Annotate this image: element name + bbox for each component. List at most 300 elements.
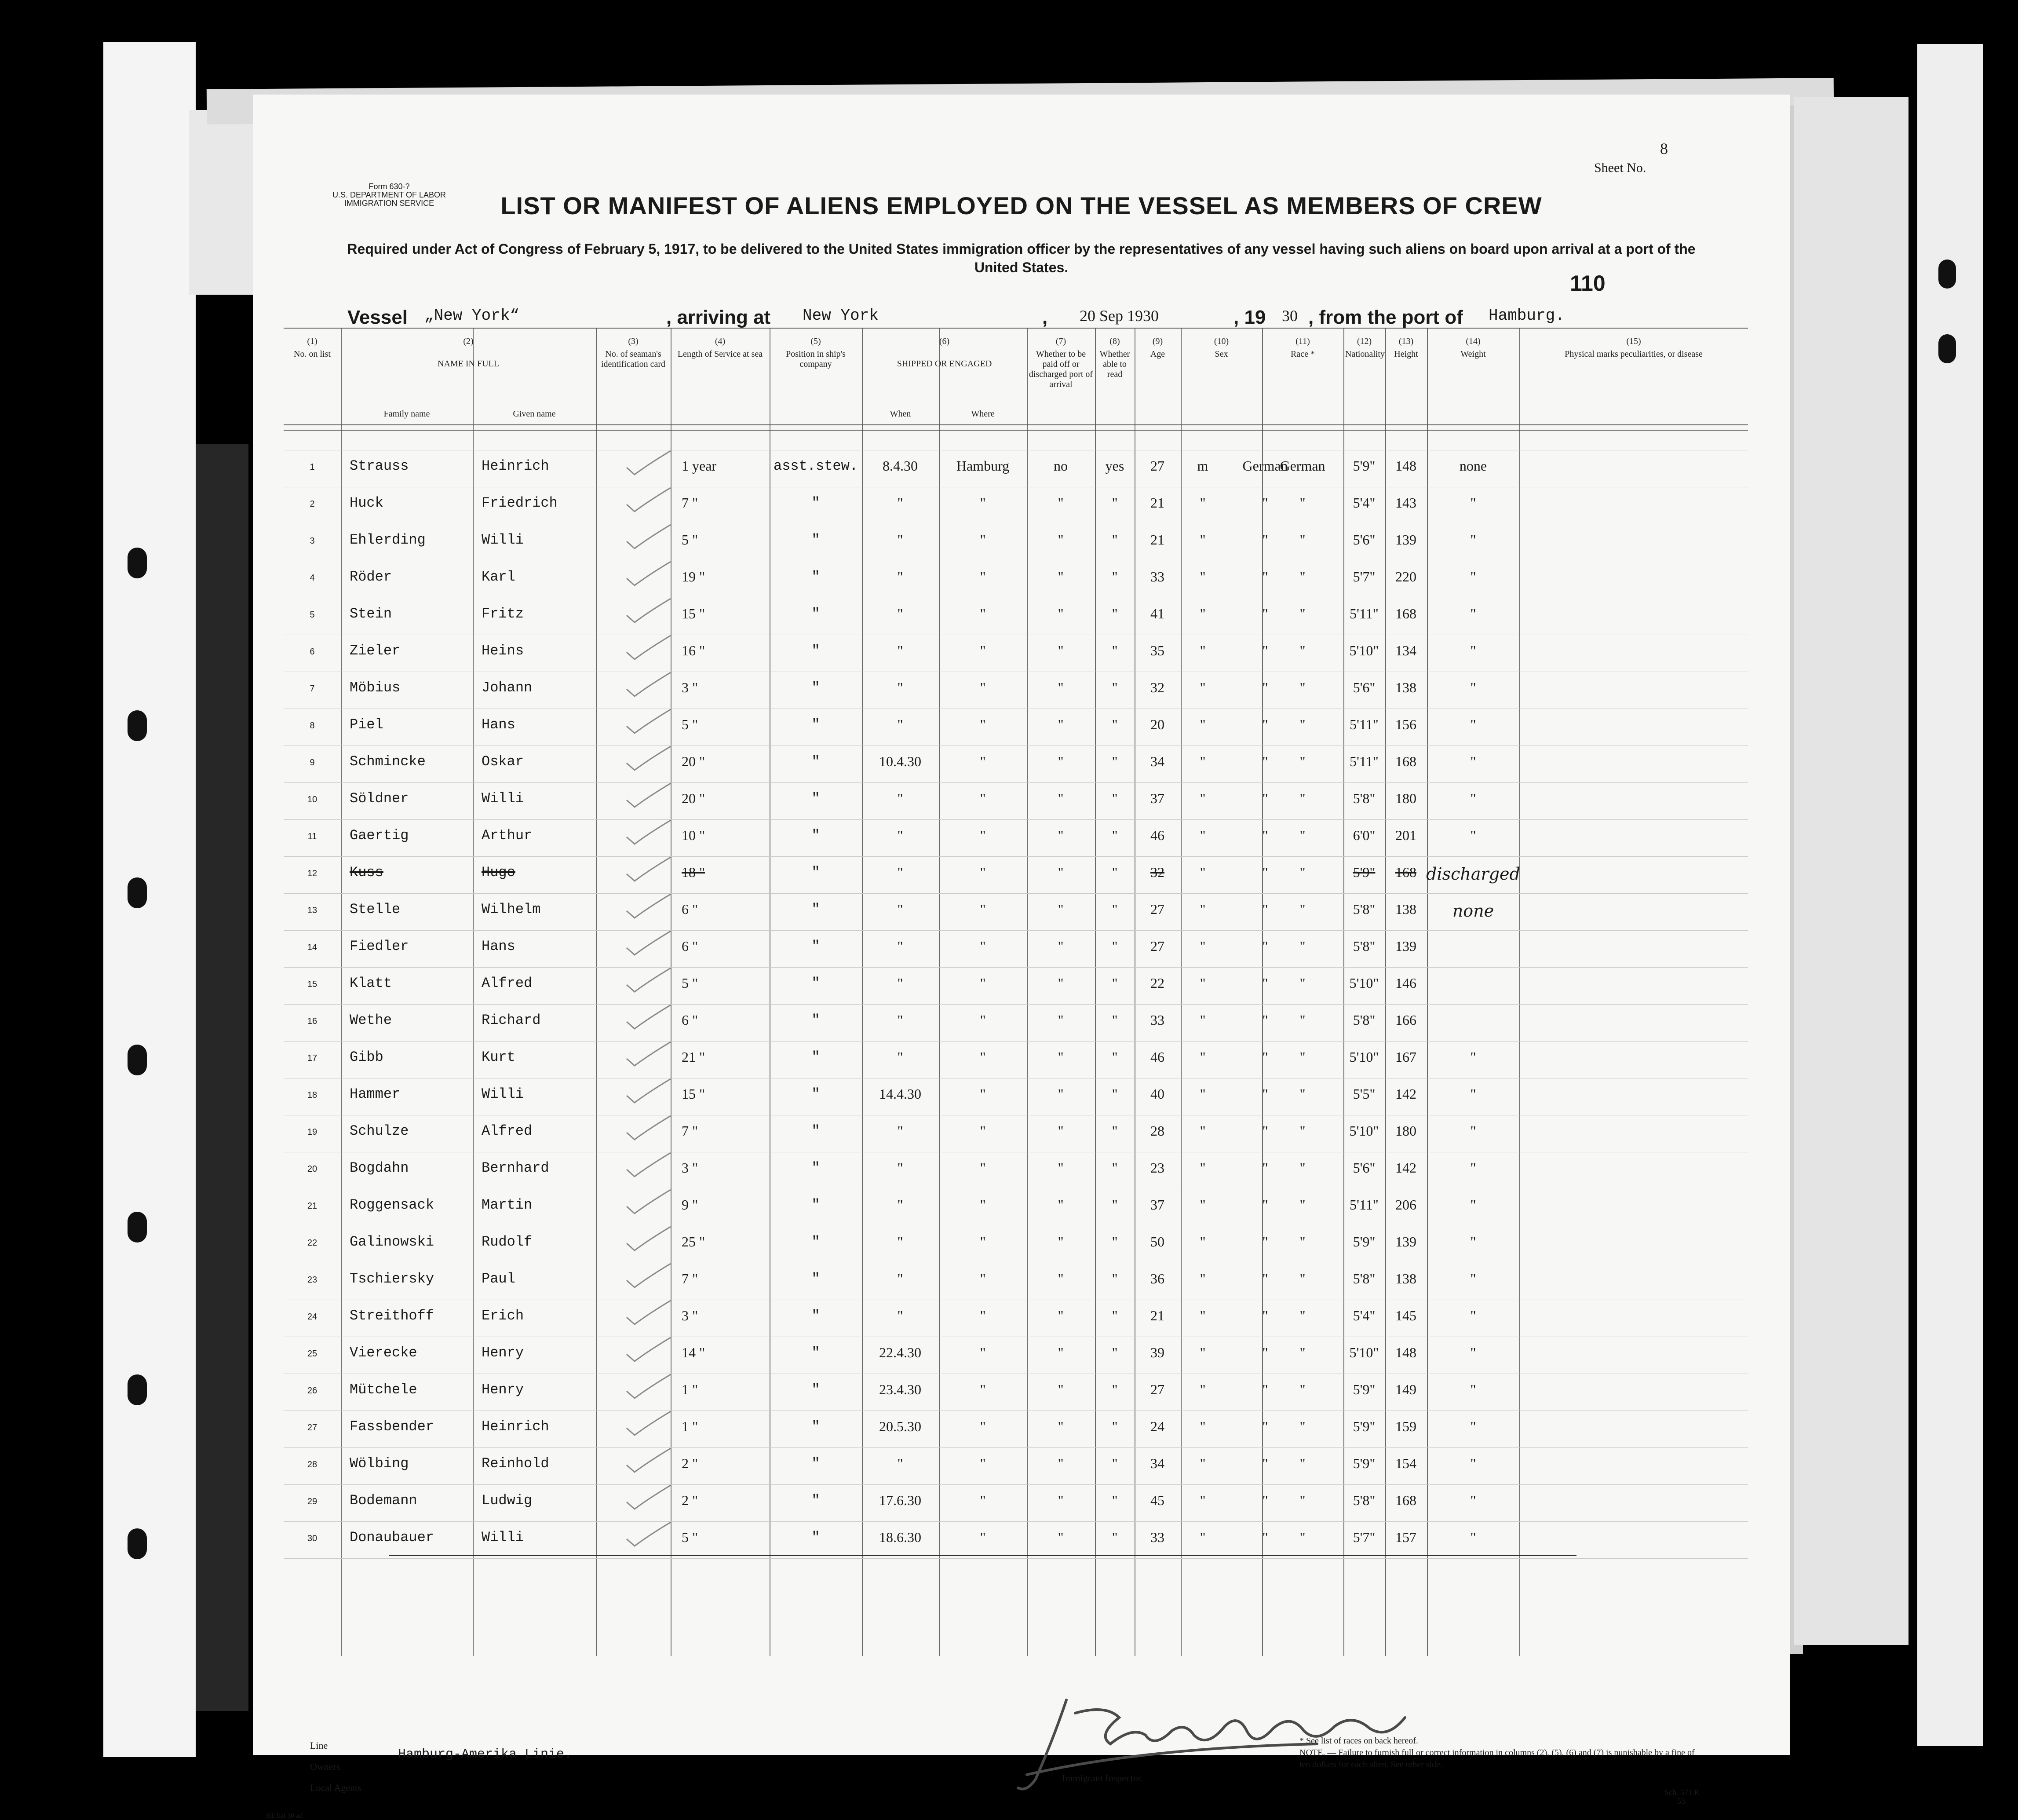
cell-given: Willi — [482, 1086, 524, 1102]
cell-sex: " — [1200, 1234, 1206, 1250]
cell-nationality: " — [1299, 790, 1306, 806]
cell-race: " — [1262, 1197, 1268, 1213]
cell-when: " — [897, 975, 903, 991]
cell-service: 15 " — [682, 1086, 705, 1102]
cell-paid: " — [1058, 1086, 1064, 1102]
cell-height: 5'8" — [1353, 901, 1376, 917]
cell-given: Henry — [482, 1381, 524, 1398]
cell-age: 33 — [1150, 1012, 1164, 1028]
cell-family: Roggensack — [350, 1197, 434, 1213]
cell-nationality: " — [1299, 643, 1306, 658]
cell-height: 5'5" — [1353, 1086, 1376, 1102]
column-number: (5) — [810, 336, 821, 346]
cell-family: Ehlerding — [350, 532, 426, 548]
cell-paid: " — [1058, 1381, 1064, 1397]
column-header-2 — [343, 336, 594, 369]
cell-weight: 206 — [1395, 1197, 1416, 1213]
cell-height: 5'8" — [1353, 1012, 1376, 1028]
check-mark — [622, 640, 675, 662]
form-department: U.S. DEPARTMENT OF LABOR — [332, 190, 446, 199]
cell-service: 5 " — [682, 1529, 698, 1545]
cell-height: 5'9" — [1353, 1418, 1376, 1434]
cell-where: " — [980, 716, 986, 732]
cell-nationality: " — [1299, 1123, 1306, 1139]
cell-weight: 145 — [1395, 1308, 1416, 1323]
cell-given: Paul — [482, 1271, 515, 1287]
cell-age: 27 — [1150, 1381, 1164, 1397]
cell-when: " — [897, 1160, 903, 1176]
cell-position: " — [811, 938, 820, 954]
cell-where: " — [980, 938, 986, 954]
sheet-no-label: Sheet No. — [1594, 161, 1646, 175]
column-subheader: Family name — [383, 409, 430, 419]
cell-weight: 180 — [1395, 1123, 1416, 1139]
cell-when: " — [897, 1455, 903, 1471]
cell-age: 39 — [1150, 1345, 1164, 1360]
check-mark — [622, 714, 675, 736]
vessel-name: „New York“ — [424, 307, 520, 325]
cell-no: 28 — [307, 1460, 317, 1469]
cell-read: " — [1112, 1123, 1118, 1139]
cell-position: " — [811, 1086, 820, 1102]
cell-paid: " — [1058, 827, 1064, 843]
right-binding-strip — [1917, 44, 1983, 1746]
cell-weight: 168 — [1395, 864, 1416, 880]
header-rule — [284, 430, 1748, 431]
cell-paid: " — [1058, 864, 1064, 880]
column-header-4 — [672, 336, 768, 359]
cell-marks: " — [1470, 790, 1476, 806]
cell-given: Willi — [482, 532, 524, 548]
cell-no: 24 — [307, 1312, 317, 1322]
column-rule — [1027, 328, 1028, 1656]
cell-race: " — [1262, 680, 1268, 695]
comma-separator: , — [1042, 307, 1048, 328]
cell-service: 1 " — [682, 1381, 698, 1397]
cell-read: " — [1112, 901, 1118, 917]
row-rule — [284, 1041, 1748, 1042]
cell-race: " — [1262, 716, 1268, 732]
cell-position: " — [811, 1455, 820, 1472]
cell-nationality: " — [1299, 1418, 1306, 1434]
cell-nationality: " — [1299, 680, 1306, 695]
column-rule — [596, 328, 597, 1656]
cell-race: " — [1262, 1529, 1268, 1545]
column-label: Weight — [1460, 349, 1486, 359]
cell-read: " — [1112, 827, 1118, 843]
cell-height: 5'6" — [1353, 1160, 1376, 1176]
cell-paid: " — [1058, 753, 1064, 769]
binding-hole — [128, 1045, 147, 1075]
column-header-13 — [1387, 336, 1425, 359]
cell-height: 5'4" — [1353, 495, 1376, 511]
cell-sex: " — [1200, 716, 1206, 732]
cell-family: Wölbing — [350, 1455, 409, 1472]
cell-race: " — [1262, 532, 1268, 548]
cell-no: 13 — [307, 906, 317, 915]
cell-weight: 180 — [1395, 790, 1416, 806]
cell-age: 20 — [1150, 716, 1164, 732]
cell-position: " — [811, 1418, 820, 1435]
cell-position: " — [811, 532, 820, 548]
check-mark — [622, 936, 675, 958]
column-rule — [1519, 328, 1520, 1656]
column-rule — [1095, 328, 1096, 1656]
cell-when: " — [897, 606, 903, 621]
cell-weight: 220 — [1395, 569, 1416, 585]
cell-read: " — [1112, 1492, 1118, 1508]
cell-family: Schmincke — [350, 753, 426, 770]
column-number: (6) — [939, 336, 950, 346]
cell-paid: " — [1058, 975, 1064, 991]
cell-sex: " — [1200, 938, 1206, 954]
cell-when: " — [897, 495, 903, 511]
cell-service: 14 " — [682, 1345, 705, 1360]
cell-given: Friedrich — [482, 495, 558, 511]
cell-where: " — [980, 1529, 986, 1545]
subheader-rule — [473, 405, 474, 424]
cell-height: 5'10" — [1349, 1049, 1379, 1065]
cell-height: 5'9" — [1353, 458, 1376, 474]
cell-marks: none — [1459, 458, 1487, 474]
cell-race: " — [1262, 864, 1268, 880]
cell-race: " — [1262, 1345, 1268, 1360]
column-number: (2) — [463, 336, 474, 346]
cell-when: 22.4.30 — [879, 1345, 921, 1360]
cell-read: " — [1112, 643, 1118, 658]
cell-nationality: " — [1299, 532, 1306, 548]
cell-age: 46 — [1150, 827, 1164, 843]
cell-nationality: " — [1299, 1345, 1306, 1360]
cell-age: 41 — [1150, 606, 1164, 621]
fine-note: NOTE. — Failure to furnish full or correct information in columns (2), (5), (6) and (7) is punishable by a fine of ten dollars for each alien. See other side. — [1299, 1748, 1695, 1769]
column-rule — [473, 328, 474, 1656]
cell-race: " — [1262, 1086, 1268, 1102]
cell-weight: 139 — [1395, 1234, 1416, 1250]
check-mark — [622, 1268, 675, 1290]
cell-marks: " — [1470, 1345, 1476, 1360]
check-mark — [622, 825, 675, 847]
cell-no: 6 — [310, 647, 315, 657]
binding-hole — [128, 710, 147, 741]
cell-weight: 201 — [1395, 827, 1416, 843]
cell-paid: " — [1058, 1418, 1064, 1434]
cell-no: 3 — [310, 536, 315, 546]
cell-service: 25 " — [682, 1234, 705, 1250]
cell-no: 10 — [307, 795, 317, 804]
cell-read: " — [1112, 1529, 1118, 1545]
cell-sex: " — [1200, 1271, 1206, 1286]
line-name: Hamburg-Amerika Linie. — [398, 1747, 573, 1762]
cell-given: Heins — [482, 643, 524, 659]
cell-age: 36 — [1150, 1271, 1164, 1286]
cell-read: " — [1112, 1455, 1118, 1471]
cell-where: Hamburg — [956, 458, 1010, 474]
column-label: Height — [1394, 349, 1418, 359]
cell-nationality: " — [1299, 1381, 1306, 1397]
cell-position: " — [811, 1123, 820, 1139]
cell-read: " — [1112, 753, 1118, 769]
page-title: LIST OR MANIFEST OF ALIENS EMPLOYED ON THE VESSEL AS MEMBERS OF CREW — [500, 192, 1542, 219]
column-label: SHIPPED OR ENGAGED — [897, 359, 992, 369]
cell-position: " — [811, 680, 820, 696]
cell-weight: 167 — [1395, 1049, 1416, 1065]
cell-weight: 139 — [1395, 938, 1416, 954]
page-subtitle: Required under Act of Congress of February 5, 1917, to be delivered to the United States immigration officer by the representatives of any vessel having such aliens on board upon arrival at a port of the United States. — [347, 241, 1696, 275]
cell-height: 5'6" — [1353, 532, 1376, 548]
column-header-1 — [285, 336, 339, 359]
cell-weight: 156 — [1395, 716, 1416, 732]
row-rule — [284, 1521, 1748, 1522]
column-header-7 — [1029, 336, 1093, 390]
cell-nationality: " — [1299, 975, 1306, 991]
cell-where: " — [980, 1123, 986, 1139]
cell-marks: " — [1470, 1123, 1476, 1139]
cell-weight: 157 — [1395, 1529, 1416, 1545]
column-label: Age — [1150, 349, 1165, 359]
cell-race: " — [1262, 790, 1268, 806]
year-label: , 19 — [1233, 307, 1266, 328]
cell-age: 32 — [1150, 864, 1164, 880]
cell-sex: " — [1200, 643, 1206, 658]
cell-when: 8.4.30 — [883, 458, 918, 474]
cell-age: 21 — [1150, 495, 1164, 511]
cell-where: " — [980, 1455, 986, 1471]
cell-paid: " — [1058, 495, 1064, 511]
cell-paid: " — [1058, 569, 1064, 585]
cell-where: " — [980, 827, 986, 843]
check-mark — [622, 1120, 675, 1142]
cell-family: Kuss — [350, 864, 383, 881]
column-number: (11) — [1295, 336, 1310, 346]
cell-service: 15 " — [682, 606, 705, 621]
cell-sex: " — [1200, 532, 1206, 548]
year-value: 30 — [1282, 307, 1298, 325]
cell-weight: 142 — [1395, 1086, 1416, 1102]
cell-read: " — [1112, 790, 1118, 806]
cell-weight: 146 — [1395, 975, 1416, 991]
cell-service: 6 " — [682, 901, 698, 917]
cell-marks: " — [1470, 1455, 1476, 1471]
cell-marks: " — [1470, 1160, 1476, 1176]
cell-service: 5 " — [682, 975, 698, 991]
cell-weight: 168 — [1395, 1492, 1416, 1508]
cell-family: Söldner — [350, 790, 409, 807]
cell-race: " — [1262, 753, 1268, 769]
cell-height: 5'11" — [1350, 716, 1379, 732]
cell-sex: " — [1200, 1381, 1206, 1397]
cell-service: 21 " — [682, 1049, 705, 1065]
cell-when: " — [897, 901, 903, 917]
cell-read: " — [1112, 1381, 1118, 1397]
cell-given: Reinhold — [482, 1455, 549, 1472]
column-header-10 — [1182, 336, 1260, 359]
stamp-number: 110 — [1570, 271, 1606, 296]
cell-given: Henry — [482, 1345, 524, 1361]
cell-given: Arthur — [482, 827, 533, 844]
cell-no: 7 — [310, 684, 315, 694]
cell-read: " — [1112, 1086, 1118, 1102]
column-header-11 — [1264, 336, 1342, 359]
cell-where: " — [980, 1271, 986, 1286]
cell-service: 20 " — [682, 753, 705, 769]
cell-marks: " — [1470, 1271, 1476, 1286]
cell-sex: " — [1200, 753, 1206, 769]
cell-where: " — [980, 975, 986, 991]
cell-nationality: " — [1299, 1492, 1306, 1508]
cell-sex: " — [1200, 1455, 1206, 1471]
column-label: Nationality — [1345, 349, 1385, 359]
cell-where: " — [980, 606, 986, 621]
cell-given: Richard — [482, 1012, 541, 1028]
cell-given: Hans — [482, 716, 515, 733]
cell-weight: 149 — [1395, 1381, 1416, 1397]
check-mark — [622, 603, 675, 625]
check-mark — [622, 1009, 675, 1031]
cell-read: " — [1112, 864, 1118, 880]
check-mark — [622, 788, 675, 810]
cell-no: 27 — [307, 1423, 317, 1433]
cell-paid: " — [1058, 643, 1064, 658]
cell-no: 12 — [307, 869, 317, 878]
cell-sex: " — [1200, 901, 1206, 917]
cell-sex: " — [1200, 1418, 1206, 1434]
cell-no: 20 — [307, 1164, 317, 1174]
cell-read: " — [1112, 1234, 1118, 1250]
cell-no: 25 — [307, 1349, 317, 1359]
binding-hole — [128, 548, 147, 578]
cell-sex: " — [1200, 1492, 1206, 1508]
cell-weight: 138 — [1395, 1271, 1416, 1286]
cell-marks: " — [1470, 680, 1476, 695]
cell-marks: " — [1470, 643, 1476, 658]
form-number: Form 630-? — [369, 182, 410, 191]
cell-weight: 159 — [1395, 1418, 1416, 1434]
cell-when: " — [897, 864, 903, 880]
cell-age: 21 — [1150, 532, 1164, 548]
column-number: (8) — [1109, 336, 1120, 346]
cell-no: 1 — [310, 462, 315, 472]
cell-marks: " — [1470, 606, 1476, 621]
cell-position: " — [811, 864, 820, 881]
left-binding-strip — [103, 42, 196, 1757]
cell-where: " — [980, 1086, 986, 1102]
cell-race: " — [1262, 1455, 1268, 1471]
check-mark — [622, 1046, 675, 1068]
column-number: (9) — [1152, 336, 1163, 346]
cell-family: Möbius — [350, 680, 401, 696]
cell-nationality: " — [1299, 569, 1306, 585]
cell-service: 2 " — [682, 1455, 698, 1471]
cell-service: 3 " — [682, 680, 698, 695]
cell-paid: " — [1058, 1160, 1064, 1176]
cell-given: Johann — [482, 680, 533, 696]
cell-age: 34 — [1150, 1455, 1164, 1471]
cell-nationality: " — [1299, 1160, 1306, 1176]
cell-age: 27 — [1150, 901, 1164, 917]
cell-weight: 148 — [1395, 1345, 1416, 1360]
cell-family: Fiedler — [350, 938, 409, 954]
cell-when: " — [897, 827, 903, 843]
cell-age: 50 — [1150, 1234, 1164, 1250]
cell-read: " — [1112, 495, 1118, 511]
cell-read: yes — [1105, 458, 1124, 474]
cell-when: " — [897, 790, 903, 806]
column-label: NAME IN FULL — [438, 359, 499, 369]
cell-paid: " — [1058, 606, 1064, 621]
cell-nationality: " — [1299, 606, 1306, 621]
from-port: Hamburg. — [1489, 307, 1565, 325]
cell-when: " — [897, 532, 903, 548]
cell-sex: " — [1200, 680, 1206, 695]
cell-when: " — [897, 1234, 903, 1250]
cell-race: German — [1242, 458, 1288, 474]
cell-paid: " — [1058, 716, 1064, 732]
check-mark — [622, 455, 675, 477]
check-mark — [622, 1083, 675, 1105]
check-mark — [622, 492, 675, 514]
cell-nationality: " — [1299, 1271, 1306, 1286]
cell-paid: " — [1058, 1271, 1064, 1286]
cell-family: Fassbender — [350, 1418, 434, 1435]
cell-paid: " — [1058, 1012, 1064, 1028]
column-rule — [939, 328, 940, 1656]
cell-read: " — [1112, 1012, 1118, 1028]
row-rule — [284, 1484, 1748, 1485]
cell-age: 27 — [1150, 938, 1164, 954]
cell-race: " — [1262, 1049, 1268, 1065]
cell-given: Kurt — [482, 1049, 515, 1065]
cell-family: Hammer — [350, 1086, 401, 1102]
cell-age: 22 — [1150, 975, 1164, 991]
cell-paid: " — [1058, 901, 1064, 917]
cell-height: 5'9" — [1353, 1234, 1376, 1250]
cell-service: 7 " — [682, 1271, 698, 1286]
cell-height: 5'8" — [1353, 1271, 1376, 1286]
cell-nationality: " — [1299, 1049, 1306, 1065]
cell-height: 5'4" — [1353, 1308, 1376, 1323]
cell-sex: " — [1200, 1345, 1206, 1360]
column-subheader: Given name — [513, 409, 556, 419]
cell-where: " — [980, 1049, 986, 1065]
cell-service: 18 " — [682, 864, 705, 880]
cell-when: " — [897, 716, 903, 732]
column-rule — [1427, 328, 1428, 1656]
cell-service: 2 " — [682, 1492, 698, 1508]
cell-marks: " — [1470, 1492, 1476, 1508]
cell-sex: " — [1200, 1123, 1206, 1139]
cell-service: 6 " — [682, 1012, 698, 1028]
cell-when: " — [897, 1049, 903, 1065]
cell-service: 6 " — [682, 938, 698, 954]
cell-race: " — [1262, 495, 1268, 511]
check-mark — [622, 1527, 675, 1549]
cell-age: 24 — [1150, 1418, 1164, 1434]
cell-family: Bogdahn — [350, 1160, 409, 1176]
cell-race: " — [1262, 1234, 1268, 1250]
header-rule — [284, 424, 1748, 425]
cell-no: 17 — [307, 1053, 317, 1063]
cell-marks: " — [1470, 1234, 1476, 1250]
subheader-rule — [939, 405, 940, 424]
cell-family: Gaertig — [350, 827, 409, 844]
check-mark — [622, 677, 675, 699]
cell-sex: " — [1200, 606, 1206, 621]
cell-nationality: " — [1299, 901, 1306, 917]
cell-family: Piel — [350, 716, 383, 733]
cell-given: Oskar — [482, 753, 524, 770]
cell-where: " — [980, 1308, 986, 1323]
